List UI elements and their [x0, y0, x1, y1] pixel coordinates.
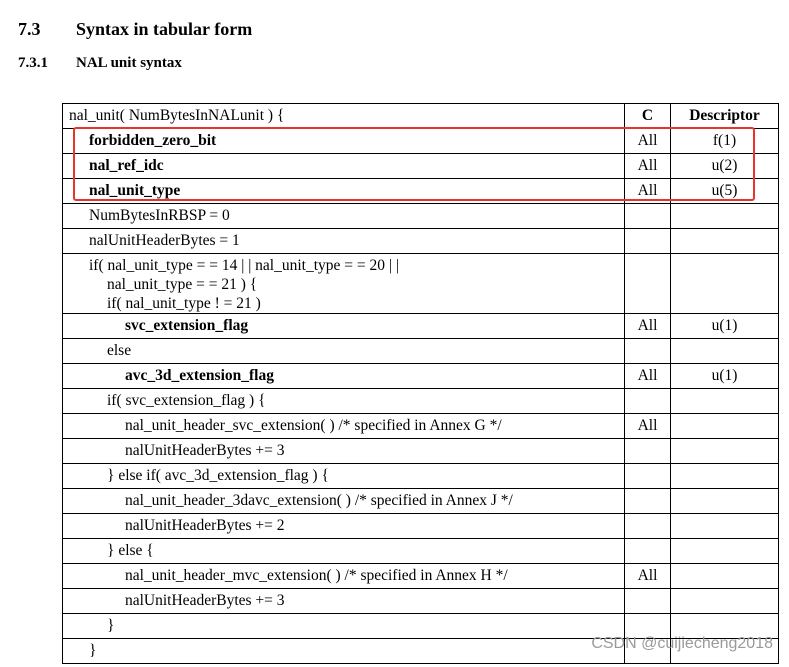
c-cell: All: [625, 364, 671, 389]
syntax-cell: nal_unit_type: [63, 179, 625, 204]
table-row: [63, 464, 779, 489]
syntax-cell: } else {: [63, 539, 625, 564]
c-cell: All: [625, 154, 671, 179]
syntax-cell: }: [63, 614, 625, 639]
descriptor-cell: [671, 339, 779, 364]
descriptor-cell: f(1): [671, 129, 779, 154]
table-row: [63, 564, 779, 589]
c-cell: [625, 204, 671, 229]
c-cell: [625, 489, 671, 514]
table-row: [63, 539, 779, 564]
table-row: [63, 589, 779, 614]
c-cell: All: [625, 129, 671, 154]
c-cell: [625, 229, 671, 254]
descriptor-cell: [671, 514, 779, 539]
descriptor-cell: [671, 414, 779, 439]
syntax-cell: if( svc_extension_flag ) {: [63, 389, 625, 414]
table-row: [63, 389, 779, 414]
descriptor-cell: [671, 229, 779, 254]
table-row: [63, 439, 779, 464]
syntax-cell: forbidden_zero_bit: [63, 129, 625, 154]
syntax-cell: nal_unit_header_svc_extension( ) /* specified in Annex G */: [63, 414, 625, 439]
descriptor-cell: u(5): [671, 179, 779, 204]
table-row: [63, 179, 779, 204]
c-cell: [625, 539, 671, 564]
c-cell: [625, 464, 671, 489]
table-row: [63, 254, 779, 314]
table-row: [63, 514, 779, 539]
descriptor-cell: [671, 389, 779, 414]
descriptor-cell: [671, 464, 779, 489]
c-cell: [625, 339, 671, 364]
nal-unit-syntax-table: [62, 103, 779, 664]
c-cell: [625, 439, 671, 464]
syntax-cell: nal_ref_idc: [63, 154, 625, 179]
c-header-cell: C: [625, 104, 671, 129]
descriptor-cell: [671, 254, 779, 314]
c-cell: All: [625, 179, 671, 204]
syntax-cell: }: [63, 639, 625, 664]
descriptor-cell: [671, 589, 779, 614]
syntax-cell: nalUnitHeaderBytes += 3: [63, 589, 625, 614]
syntax-cell: svc_extension_flag: [63, 314, 625, 339]
syntax-line: if( nal_unit_type ! = 21 ): [107, 295, 261, 312]
descriptor-cell: [671, 489, 779, 514]
syntax-line: nal_unit_type = = 21 ) {: [107, 276, 258, 293]
syntax-cell: nalUnitHeaderBytes += 3: [63, 439, 625, 464]
table-row: [63, 339, 779, 364]
c-cell: [625, 589, 671, 614]
syntax-cell: nalUnitHeaderBytes += 2: [63, 514, 625, 539]
table-row: [63, 204, 779, 229]
syntax-cell: avc_3d_extension_flag: [63, 364, 625, 389]
descriptor-cell: u(2): [671, 154, 779, 179]
subsection-title: NAL unit syntax: [76, 55, 182, 71]
table-row: [63, 414, 779, 439]
table-header-row: [63, 104, 779, 129]
c-cell: All: [625, 314, 671, 339]
descriptor-cell: [671, 204, 779, 229]
syntax-cell-multiline: [63, 254, 625, 314]
table-row: [63, 364, 779, 389]
syntax-line: if( nal_unit_type = = 14 | | nal_unit_type = = 20 | |: [89, 257, 399, 274]
table-row: [63, 314, 779, 339]
syntax-header-cell: nal_unit( NumBytesInNALunit ) {: [63, 104, 625, 129]
section-title: Syntax in tabular form: [76, 19, 253, 39]
c-cell: [625, 254, 671, 314]
descriptor-cell: u(1): [671, 364, 779, 389]
descriptor-cell: [671, 439, 779, 464]
table-row: [63, 154, 779, 179]
watermark: CSDN @cuijiecheng2018: [591, 635, 773, 652]
c-cell: All: [625, 564, 671, 589]
c-cell: [625, 389, 671, 414]
table-row: [63, 229, 779, 254]
syntax-cell: nal_unit_header_3davc_extension( ) /* specified in Annex J */: [63, 489, 625, 514]
table-row: [63, 489, 779, 514]
c-cell: All: [625, 414, 671, 439]
syntax-cell: nal_unit_header_mvc_extension( ) /* specified in Annex H */: [63, 564, 625, 589]
syntax-cell: else: [63, 339, 625, 364]
descriptor-cell: u(1): [671, 314, 779, 339]
syntax-cell: } else if( avc_3d_extension_flag ) {: [63, 464, 625, 489]
descriptor-cell: [671, 564, 779, 589]
syntax-cell: NumBytesInRBSP = 0: [63, 204, 625, 229]
section-number: 7.3: [18, 19, 41, 39]
descriptor-cell: [671, 539, 779, 564]
table-row: [63, 129, 779, 154]
descriptor-header-cell: Descriptor: [671, 104, 779, 129]
c-cell: [625, 514, 671, 539]
syntax-cell: nalUnitHeaderBytes = 1: [63, 229, 625, 254]
subsection-number: 7.3.1: [18, 55, 48, 71]
